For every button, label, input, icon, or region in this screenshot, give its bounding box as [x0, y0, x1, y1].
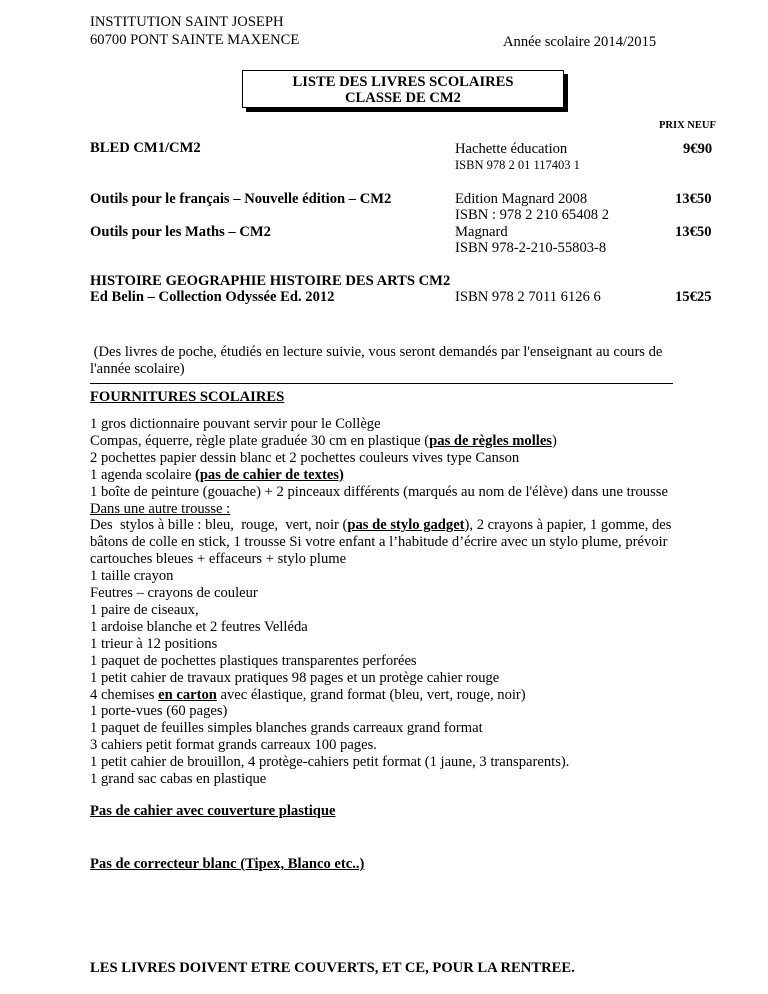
footer-notice: LES LIVRES DOIVENT ETRE COUVERTS, ET CE, POUR LA RENTREE.: [90, 960, 575, 976]
histoire-heading: HISTOIRE GEOGRAPHIE HISTOIRE DES ARTS CM2: [90, 273, 451, 289]
supply-emphasis: pas de règles molles: [429, 432, 552, 449]
note-line2: l'année scolaire): [90, 361, 185, 377]
supply-emphasis: (pas de cahier de textes): [194, 466, 344, 483]
school-address: 60700 PONT SAINTE MAXENCE: [90, 32, 300, 48]
book-title-histoire: Ed Belin – Collection Odyssée Ed. 2012: [90, 289, 335, 305]
supply-item: 3 cahiers petit format grands carreaux 100 pages.: [90, 737, 377, 754]
school-name: INSTITUTION SAINT JOSEPH: [90, 14, 284, 30]
supply-item: 1 taille crayon: [90, 568, 174, 585]
supply-item: Feutres – crayons de couleur: [90, 585, 258, 602]
book-publisher-bled: Hachette éducation: [455, 141, 568, 157]
supply-item: 1 porte-vues (60 pages): [90, 703, 228, 720]
book-price-francais: 13€50: [675, 191, 712, 207]
supply-item: 1 paire de ciseaux,: [90, 601, 199, 618]
book-publisher-francais: Edition Magnard 2008: [455, 191, 588, 207]
supply-item: 1 ardoise blanche et 2 feutres Velléda: [90, 618, 308, 635]
book-isbn-bled: ISBN 978 2 01 117403 1: [455, 158, 580, 172]
supply-item: Dans une autre trousse :: [90, 500, 231, 517]
supply-item: 1 agenda scolaire (pas de cahier de textes): [90, 466, 344, 483]
book-title-francais: Outils pour le français – Nouvelle édition – CM2: [90, 191, 392, 207]
supply-item: 1 petit cahier de travaux pratiques 98 pages et un protège cahier rouge: [90, 669, 500, 686]
supply-item: Des stylos à bille : bleu, rouge, vert, noir (pas de stylo gadget), 2 crayons à papier, 1 gomme, des: [90, 517, 672, 534]
warning-correcteur: Pas de correcteur blanc (Tipex, Blanco etc..): [90, 856, 365, 872]
supply-emphasis: pas de stylo gadget: [347, 517, 465, 534]
school-year: Année scolaire 2014/2015: [503, 34, 657, 50]
title-line1: LISTE DES LIVRES SCOLAIRES: [292, 74, 514, 90]
book-isbn-histoire: ISBN 978 2 7011 6126 6: [455, 289, 601, 305]
book-isbn-francais: ISBN : 978 2 210 65408 2: [455, 207, 610, 223]
supply-item: 1 paquet de feuilles simples blanches grands carreaux grand format: [90, 720, 483, 737]
supply-item: 1 trieur à 12 positions: [90, 635, 218, 652]
supplies-heading: FOURNITURES SCOLAIRES: [90, 389, 285, 405]
supply-item: cartouches bleues + effaceurs + stylo plume: [90, 551, 347, 568]
title-line2: CLASSE DE CM2: [345, 90, 461, 106]
supplies-list: [90, 416, 730, 788]
warning-cahier-plastique: Pas de cahier avec couverture plastique: [90, 803, 336, 819]
book-publisher-maths: Magnard: [455, 224, 508, 240]
supply-item: Compas, équerre, règle plate graduée 30 cm en plastique (pas de règles molles): [90, 432, 557, 449]
note-line1: (Des livres de poche, étudiés en lecture suivie, vous seront demandés par l'enseignant au cours de: [90, 344, 663, 360]
supply-item: 2 pochettes papier dessin blanc et 2 pochettes couleurs vives type Canson: [90, 449, 520, 466]
title-box: [242, 70, 564, 108]
book-price-histoire: 15€25: [675, 289, 712, 305]
supply-item: 1 grand sac cabas en plastique: [90, 771, 267, 788]
supply-item: bâtons de colle en stick, 1 trousse Si votre enfant a l’habitude d’écrire avec un stylo plume, prévoir: [90, 534, 668, 551]
book-price-maths: 13€50: [675, 224, 712, 240]
horizontal-rule: [90, 383, 673, 384]
supply-item: 1 gros dictionnaire pouvant servir pour le Collège: [90, 416, 381, 432]
supply-item: 4 chemises en carton avec élastique, grand format (bleu, vert, rouge, noir): [90, 686, 526, 703]
note-paragraph: [90, 344, 730, 378]
book-title-maths: Outils pour les Maths – CM2: [90, 224, 271, 240]
supply-item: 1 paquet de pochettes plastiques transparentes perforées: [90, 652, 417, 669]
book-title-bled: BLED CM1/CM2: [90, 140, 201, 156]
supply-emphasis: en carton: [158, 686, 217, 703]
book-price-bled: 9€90: [683, 141, 713, 157]
price-header: PRIX NEUF: [659, 120, 716, 131]
supply-item: 1 boîte de peinture (gouache) + 2 pinceaux différents (marqués au nom de l'élève) dans une trousse: [90, 483, 668, 500]
book-isbn-maths: ISBN 978-2-210-55803-8: [455, 240, 607, 256]
supply-item: 1 petit cahier de brouillon, 4 protège-cahiers petit format (1 jaune, 3 transparents).: [90, 754, 570, 771]
